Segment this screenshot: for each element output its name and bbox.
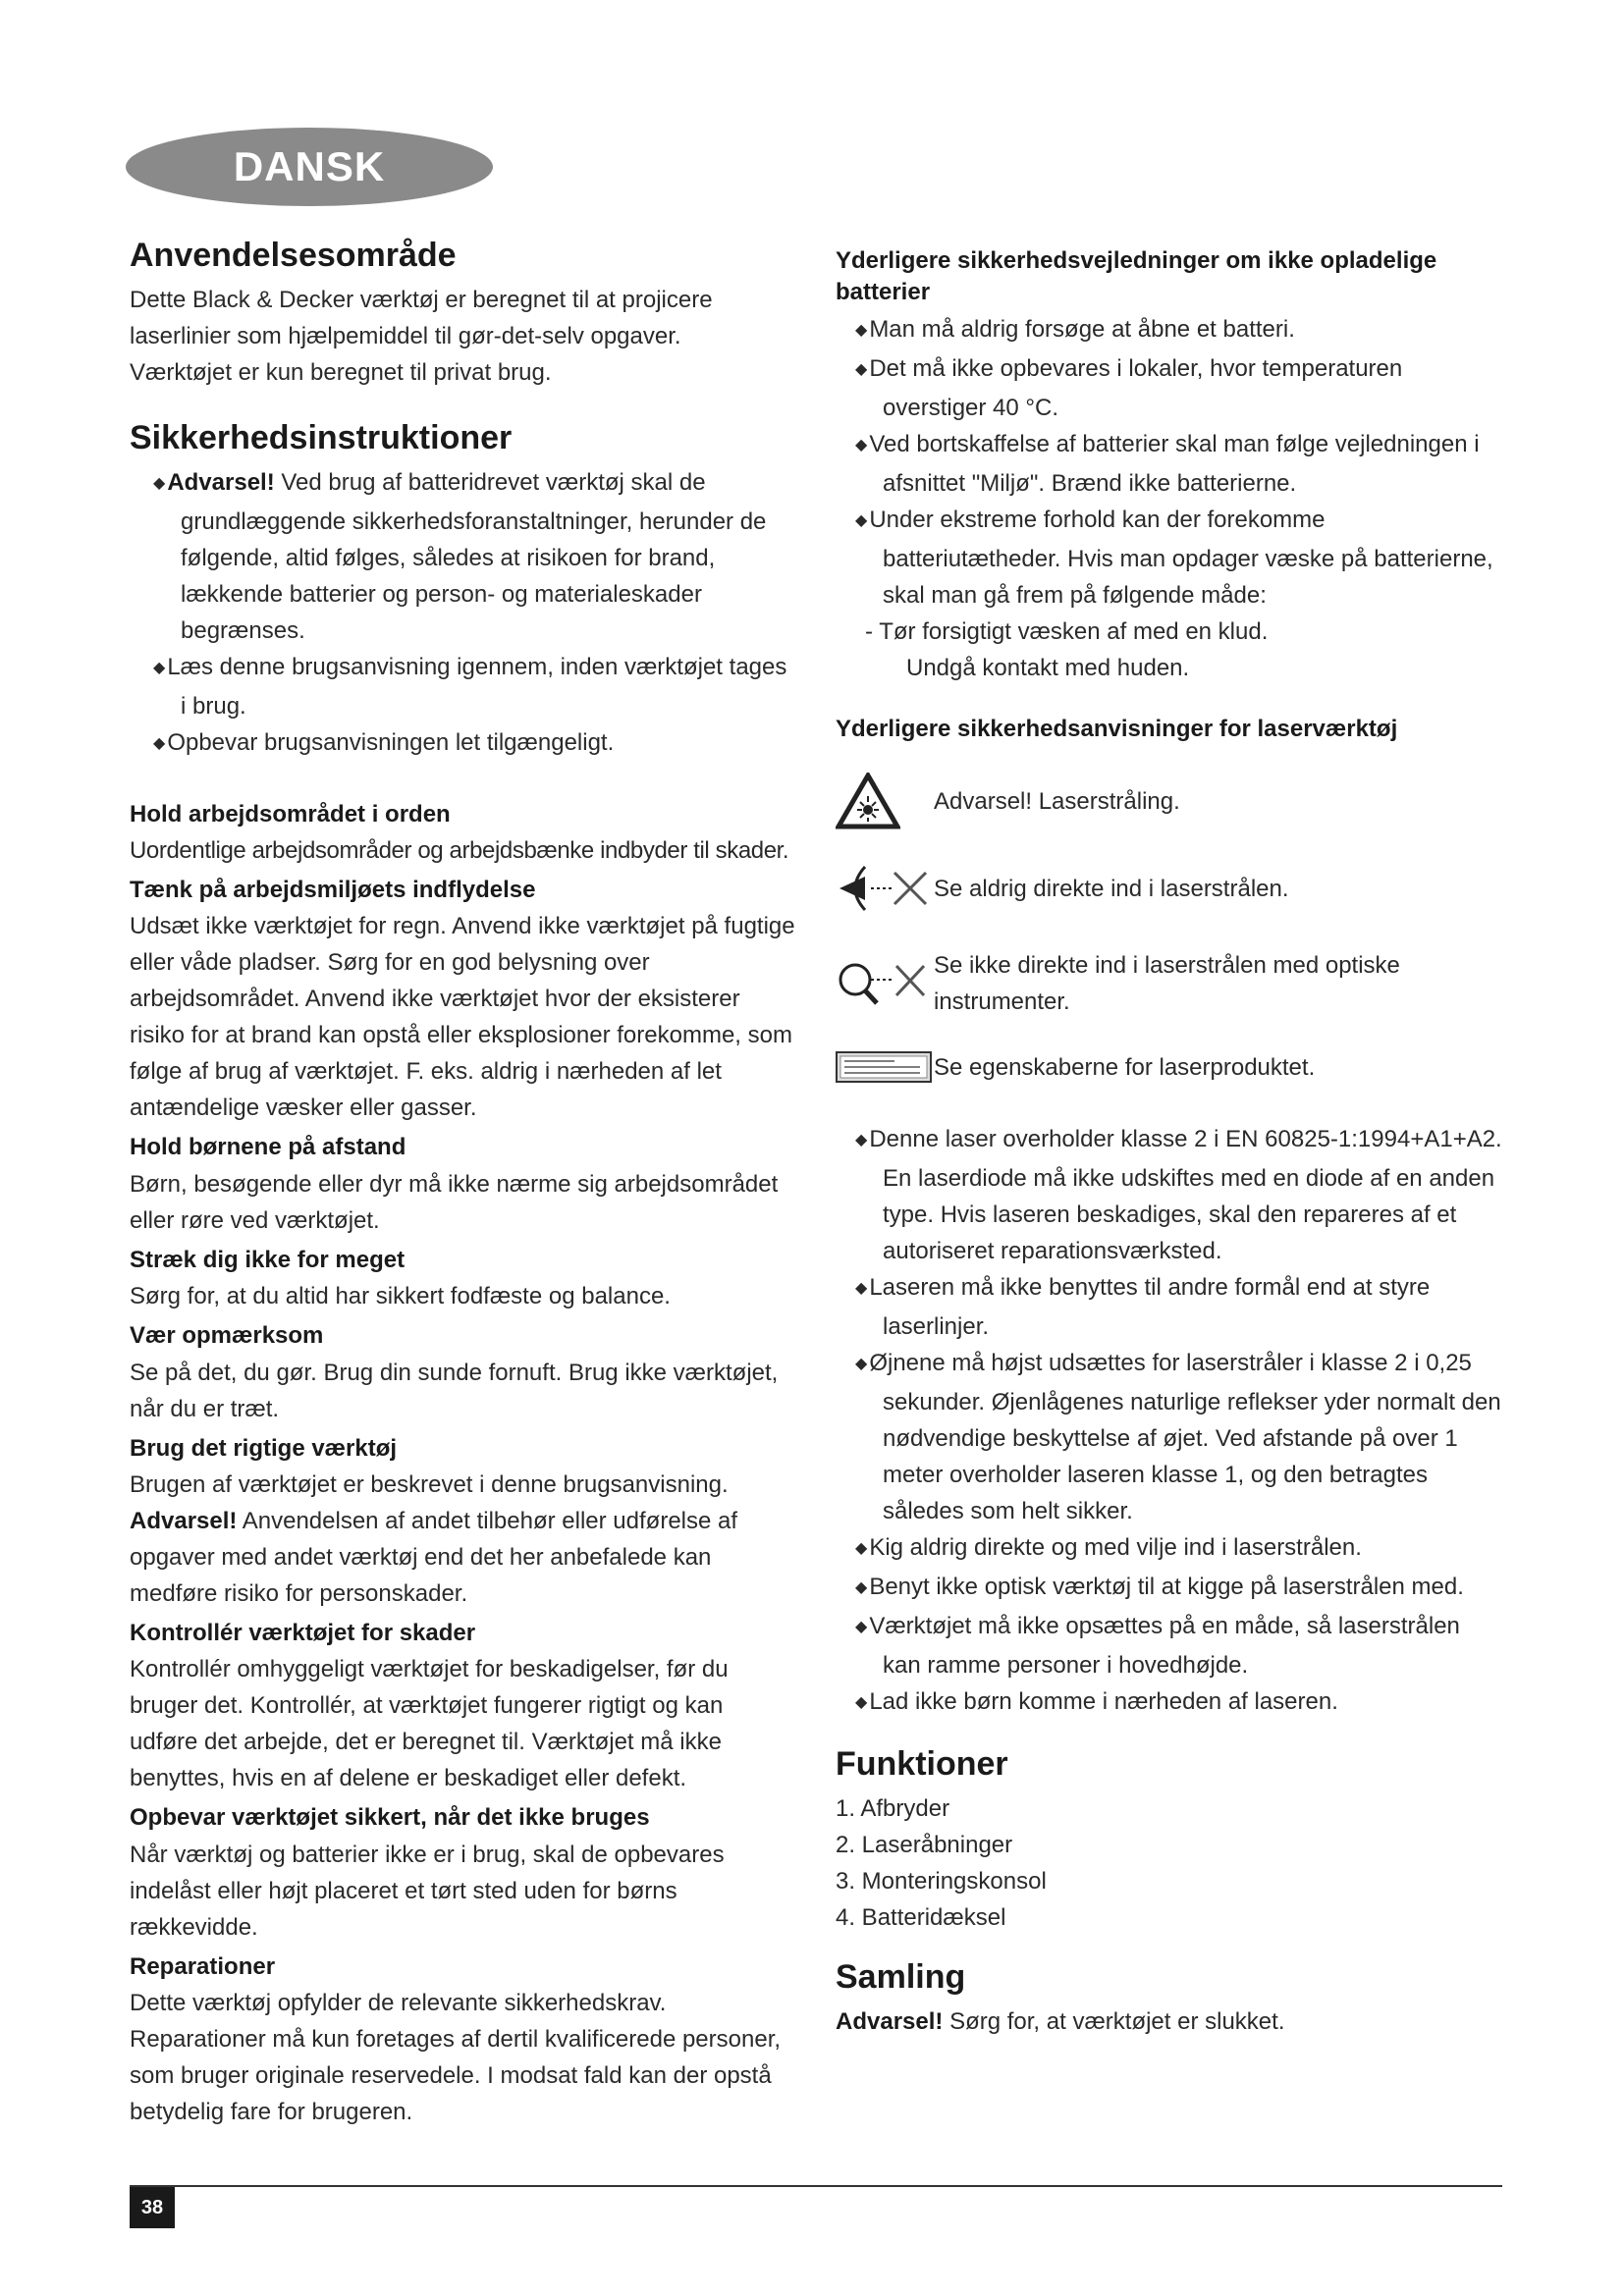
laser-optics-text: Se ikke direkte ind i laserstrålen med optiske instrumenter. bbox=[934, 952, 1400, 1016]
list-item-text: Øjnene må højst udsættes for laserstråler i klasse 2 i 0,25 sekunder. Øjenlågenes naturlige reflekser yder normalt den nødvendige beskyttelse af øjet. Ved afstande på over 1 meter overholder laseren klasse 1, og den betragtes således som helt sikker. bbox=[869, 1350, 1501, 1525]
section-text: Brugen af værktøjet er beskrevet i denne brugsanvisning. bbox=[130, 1470, 729, 1498]
use-text-1: Dette Black & Decker værktøj er beregnet til at projicere laserlinier som hjælpemiddel til gør-det-selv opgaver. bbox=[130, 286, 713, 349]
eye-no-look-icon bbox=[836, 859, 934, 918]
section-text: Udsæt ikke værktøjet for regn. Anvend ikke værktøjet på fugtige eller våde pladser. Sørg for en god belysning over arbejdsområdet. Anvend ikke værktøjet hvor der eksisterer risiko for at brand kan opstå eller eksplosioner forekomme, som følge af brug af værktøjet. F. eks. aldrig i nærheden af let antændelige væsker eller gasser. bbox=[130, 913, 795, 1122]
bullet-icon: ◆ bbox=[855, 1619, 868, 1636]
list-item-text: Denne laser overholder klasse 2 i EN 60825-1:1994+A1+A2. En laserdiode må ikke udskiftes med en diode af en anden type. Hvis laseren beskadiges, skal den repareres af et autoriseret reparationsværksted. bbox=[869, 1126, 1502, 1265]
list-item-text: Kig aldrig direkte og med vilje ind i laserstrålen. bbox=[869, 1534, 1362, 1562]
list-item bbox=[836, 426, 1503, 502]
battery-sub-1: - Tør forsigtigt væsken af med en klud. bbox=[865, 617, 1269, 645]
bullet-icon: ◆ bbox=[153, 659, 166, 676]
laser-warning-text: Advarsel! Laserstråling. bbox=[934, 787, 1180, 815]
footer-divider bbox=[130, 2185, 1502, 2187]
section-title: Hold børnene på afstand bbox=[130, 1134, 406, 1161]
magnifier-no-look-icon bbox=[836, 954, 934, 1013]
section-title: Vær opmærksom bbox=[130, 1322, 324, 1350]
warning-label: Advarsel! bbox=[130, 1507, 238, 1534]
section-text: Når værktøj og batterier ikke er i brug, skal de opbevares indelåst eller højt placeret et tørt sted uden for børns rækkevidde. bbox=[130, 1841, 725, 1941]
laser-warning-row bbox=[836, 773, 1503, 829]
assembly-text bbox=[836, 2003, 1503, 2040]
list-item-text: Benyt ikke optisk værktøj til at kigge på laserstrålen med. bbox=[869, 1574, 1464, 1601]
section-text: Børn, besøgende eller dyr må ikke nærme sig arbejdsområdet eller røre ved værktøjet. bbox=[130, 1170, 779, 1234]
laser-list bbox=[836, 1121, 1503, 1723]
list-item bbox=[130, 649, 797, 724]
bullet-icon: ◆ bbox=[153, 734, 166, 752]
right-column bbox=[836, 245, 1503, 2040]
bullet-icon: ◆ bbox=[855, 360, 868, 378]
laser-label-text: Se egenskaberne for laserproduktet. bbox=[934, 1054, 1316, 1082]
functions-title: Funktioner bbox=[836, 1745, 1008, 1784]
laser-eye-text: Se aldrig direkte ind i laserstrålen. bbox=[934, 875, 1289, 902]
language-badge bbox=[126, 128, 493, 206]
battery-sub-2: Undgå kontakt med huden. bbox=[906, 654, 1190, 681]
laser-eye-row bbox=[836, 859, 1503, 918]
laser-label-row bbox=[836, 1049, 1503, 1086]
list-item bbox=[836, 311, 1503, 350]
section-title: Tænk på arbejdsmiljøets indflydelse bbox=[130, 876, 536, 903]
assembly-text-body: Sørg for, at værktøjet er slukket. bbox=[949, 2007, 1285, 2035]
use-text-2: Værktøjet er kun beregnet til privat brug. bbox=[130, 358, 552, 386]
bullet-icon: ◆ bbox=[855, 436, 868, 454]
use-title: Anvendelsesområde bbox=[130, 237, 457, 274]
laser-optics-row bbox=[836, 947, 1503, 1020]
section-title: Kontrollér værktøjet for skader bbox=[130, 1619, 476, 1646]
list-item bbox=[836, 502, 1503, 614]
list-item-text: Laseren må ikke benyttes til andre formål end at styre laserlinjer. bbox=[869, 1274, 1431, 1341]
list-item bbox=[836, 1269, 1503, 1345]
section-text-body: Anvendelsen af andet tilbehør eller udførelse af opgaver med andet værktøj end det her anbefalede kan medføre risiko for personskader. bbox=[130, 1507, 738, 1607]
bullet-icon: ◆ bbox=[855, 1356, 868, 1373]
laser-title: Yderligere sikkerhedsanvisninger for laserværktøj bbox=[836, 715, 1398, 742]
section-title: Opbevar værktøjet sikkert, når det ikke bruges bbox=[130, 1804, 650, 1832]
bullet-icon: ◆ bbox=[855, 1280, 868, 1298]
language-label: DANSK bbox=[233, 143, 386, 189]
list-item bbox=[130, 464, 797, 649]
assembly-title: Samling bbox=[836, 1957, 966, 1996]
section-title: Hold arbejdsområdet i orden bbox=[130, 800, 451, 828]
section-title: Reparationer bbox=[130, 1952, 276, 1980]
left-column bbox=[130, 236, 797, 2130]
bullet-icon: ◆ bbox=[855, 1694, 868, 1712]
list-item bbox=[836, 1569, 1503, 1608]
bullet-icon: ◆ bbox=[855, 1540, 868, 1558]
section-text: Kontrollér omhyggeligt værktøjet for beskadigelser, før du bruger det. Kontrollér, at værktøjet fungerer rigtigt og kan udføre det arbejde, det er beregnet til. Værktøjet må ikke benyttes, hvis en af delene er beskadiget eller defekt. bbox=[130, 1656, 729, 1792]
list-item: 3. Monteringskonsol bbox=[836, 1867, 1047, 1895]
warning-label: Advarsel! bbox=[836, 2007, 944, 2035]
laser-warning-icon bbox=[836, 773, 934, 829]
list-item bbox=[836, 1683, 1503, 1723]
list-item-text: Under ekstreme forhold kan der forekomme batteriutætheder. Hvis man opdager væske på batterierne, skal man gå frem på følgende måde: bbox=[869, 506, 1493, 609]
list-item-text: Lad ikke børn komme i nærheden af laseren. bbox=[869, 1688, 1338, 1716]
bullet-icon: ◆ bbox=[855, 1132, 868, 1149]
bullet-icon: ◆ bbox=[855, 511, 868, 529]
page-number: 38 bbox=[130, 2187, 175, 2228]
list-item: 1. Afbryder bbox=[836, 1794, 950, 1822]
list-item-text: Man må aldrig forsøge at åbne et batteri. bbox=[869, 315, 1295, 343]
list-item-text: Opbevar brugsanvisningen let tilgængeligt. bbox=[167, 728, 615, 756]
bullet-icon: ◆ bbox=[855, 321, 868, 339]
section-text: Uordentlige arbejdsområder og arbejdsbænke indbyder til skader. bbox=[130, 836, 789, 864]
warning-label: Advarsel! bbox=[167, 468, 275, 496]
list-item: 4. Batteridæksel bbox=[836, 1903, 1006, 1931]
list-item bbox=[836, 1345, 1503, 1529]
bullet-icon: ◆ bbox=[855, 1579, 868, 1597]
functions-list bbox=[836, 1790, 1503, 1936]
list-item-text: Værktøjet må ikke opsættes på en måde, så laserstrålen kan ramme personer i hovedhøjde. bbox=[869, 1613, 1460, 1680]
section-text: Sørg for, at du altid har sikkert fodfæste og balance. bbox=[130, 1283, 671, 1310]
list-item-text: Ved bortskaffelse af batterier skal man følge vejledningen i afsnittet "Miljø". Brænd ikke batterierne. bbox=[869, 430, 1480, 497]
list-item: 2. Laseråbninger bbox=[836, 1831, 1013, 1858]
list-item bbox=[836, 350, 1503, 426]
section-title: Brug det rigtige værktøj bbox=[130, 1434, 398, 1462]
list-item-text: Det må ikke opbevares i lokaler, hvor temperaturen overstiger 40 °C. bbox=[869, 354, 1403, 421]
list-item bbox=[836, 1121, 1503, 1269]
section-text: Dette værktøj opfylder de relevante sikkerhedskrav. Reparationer må kun foretages af dertil kvalificerede personer, som bruger originale reservedele. I modsat fald kan der opstå betydelig fare for brugeren. bbox=[130, 1990, 782, 2126]
section-text: Se på det, du gør. Brug din sunde fornuft. Brug ikke værktøjet, når du er træt. bbox=[130, 1359, 779, 1422]
list-item-text: Læs denne brugsanvisning igennem, inden værktøjet tages i brug. bbox=[167, 653, 787, 720]
bullet-icon: ◆ bbox=[153, 474, 166, 492]
section-text bbox=[130, 1503, 797, 1612]
list-item-text: Ved brug af batteridrevet værktøj skal de grundlæggende sikkerhedsforanstaltninger, herunder de følgende, altid følges, således at risikoen for brand, lækkende batterier og person- og materialeskader begrænses. bbox=[181, 468, 767, 644]
laser-product-label-icon bbox=[836, 1051, 934, 1085]
battery-title: Yderligere sikkerhedsvejledninger om ikke opladelige batterier bbox=[836, 247, 1437, 306]
list-item bbox=[130, 724, 797, 764]
list-item bbox=[836, 1529, 1503, 1569]
list-item bbox=[836, 1608, 1503, 1683]
safety-title: Sikkerhedsinstruktioner bbox=[130, 418, 513, 456]
section-title: Stræk dig ikke for meget bbox=[130, 1246, 406, 1273]
battery-list bbox=[836, 311, 1503, 614]
safety-list bbox=[130, 464, 797, 764]
